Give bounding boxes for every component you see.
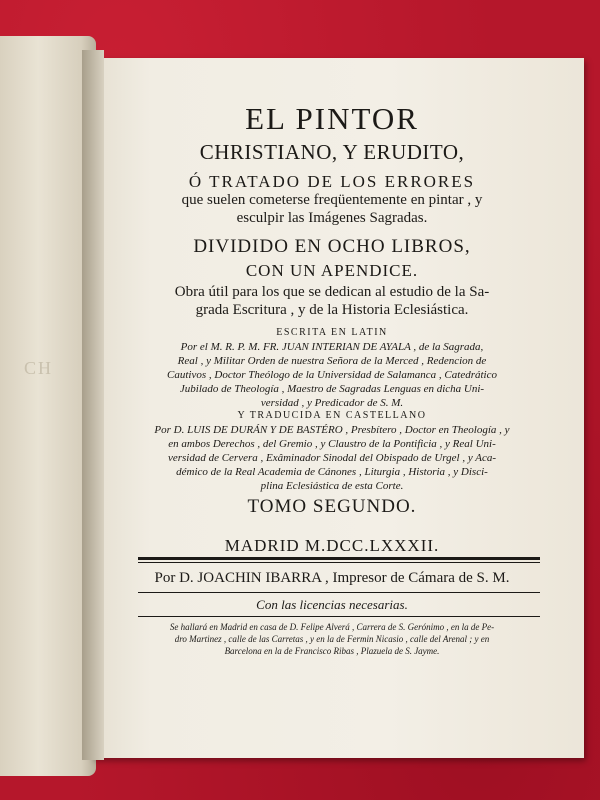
thin-rule-1 xyxy=(138,562,540,563)
page-gutter xyxy=(82,50,104,760)
printer-line: Por D. JOACHIN IBARRA , Impresor de Cámara de S. M. xyxy=(154,570,510,586)
dividido-heading: DIVIDIDO EN OCHO LIBROS, xyxy=(193,236,471,257)
obra-line-2: grada Escritura , y de la Historia Eclesiástica. xyxy=(195,302,469,318)
tratado-line-2: que suelen cometerse freqüentemente en pintar , y xyxy=(181,192,483,208)
book-title: EL PINTOR xyxy=(245,101,419,136)
thin-rule-2 xyxy=(138,592,540,593)
translator-line-5: plina Eclesiástica de esta Corte. xyxy=(260,480,404,492)
book-subtitle: CHRISTIANO, Y ERUDITO, xyxy=(199,140,465,164)
tratado-heading: Ó TRATADO DE LOS ERRORES xyxy=(188,172,476,191)
author-line-5: versidad , y Predicador de S. M. xyxy=(260,397,404,409)
thin-rule-3 xyxy=(138,616,540,617)
author-line-1: Por el M. R. P. M. FR. JUAN INTERIAN DE AYALA , de la Sagrada, xyxy=(180,341,484,353)
sale-info-line-2: dro Martinez , calle de las Carretas , y en la de Fermin Nicasio , calle del Arenal ; y en xyxy=(174,634,490,644)
tomo-heading: TOMO SEGUNDO. xyxy=(247,496,417,517)
traducida-heading: Y TRADUCIDA EN CASTELLANO xyxy=(237,410,427,421)
translator-line-1: Por D. LUIS DE DURÁN Y DE BASTÉRO , Presbítero , Doctor en Theología , y xyxy=(154,424,510,436)
sale-info-line-3: Barcelona en la de Francisco Ribas , Plazuela de S. Jayme. xyxy=(224,646,440,656)
obra-line-1: Obra útil para los que se dedican al estudio de la Sa- xyxy=(174,284,490,300)
thick-rule xyxy=(138,557,540,560)
tratado-line-3: esculpir las Imágenes Sagradas. xyxy=(236,210,428,226)
author-line-2: Real , y Militar Orden de nuestra Señora de la Merced , Redencion de xyxy=(177,355,487,367)
escrita-heading: ESCRITA EN LATIN xyxy=(276,327,388,338)
sale-info-line-1: Se hallará en Madrid en casa de D. Felipe Alverá , Carrera de S. Gerónimo , en la de Pe- xyxy=(169,622,495,632)
author-line-4: Jubilado de Theología , Maestro de Sagradas Lenguas en dicha Uni- xyxy=(179,383,485,395)
left-page-bleed-text: CH xyxy=(24,358,54,378)
author-line-3: Cautivos , Doctor Theólogo de la Universidad de Salamanca , Catedrático xyxy=(167,369,497,381)
translator-line-4: démico de la Real Academia de Cánones , Liturgia , Historia , y Disci- xyxy=(176,466,488,478)
licencias-line: Con las licencias necesarias. xyxy=(256,597,408,612)
imprint-place-date: MADRID M.DCC.LXXXII. xyxy=(224,536,440,555)
apendice-heading: CON UN APENDICE. xyxy=(245,261,419,280)
translator-line-3: versidad de Cervera , Exâminador Sinodal del Obispado de Urgel , y Aca- xyxy=(167,452,497,464)
translator-line-2: en ambos Derechos , del Gremio , y Claustro de la Pontificia , y Real Uni- xyxy=(168,438,496,450)
